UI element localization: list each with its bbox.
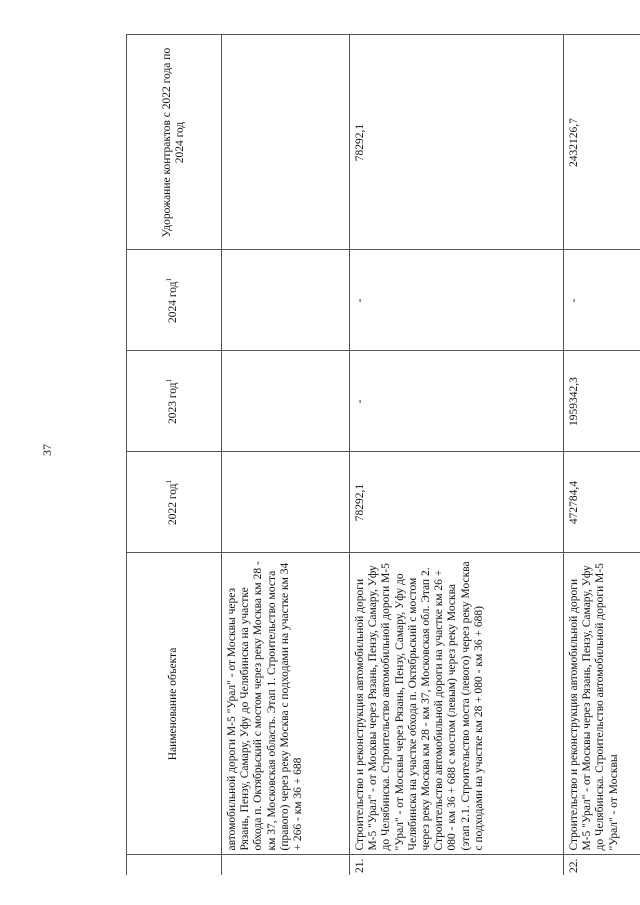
value-2024: -: [564, 250, 640, 351]
row-number: 22.: [564, 855, 640, 875]
row-number: [222, 855, 350, 875]
header-increase: Удорожание контрактов с 2022 года по 2024 год: [127, 35, 222, 250]
value-2022: 472784,4: [564, 452, 640, 553]
value-2023: -: [350, 351, 564, 452]
header-num-cell: [127, 855, 222, 875]
value-2022: [222, 452, 350, 553]
object-name: Строительство и реконструкция автомобильной дороги М-5 "Урал" - от Москвы через Рязань, Пензу, Самару, Уфу до Челябинска. Строительство автомобильной дороги М-5 "Урал" - от Москвы: [564, 553, 640, 855]
objects-table: [126, 35, 640, 876]
value-2024: -: [350, 250, 564, 351]
value-2024: [222, 250, 350, 351]
value-increase: [222, 35, 350, 250]
table-row: [564, 35, 640, 875]
table-row: [222, 35, 350, 875]
header-2024: 2024 год$^1$: [127, 250, 222, 351]
object-name: автомобильной дороги М-5 "Урал" - от Москвы через Рязань, Пензу, Самару, Уфу до Челябинска на участке обхода п. Октябрьский с мостом через реку Москва км 28 - км 37, Московская область. Этап 1. Строительство моста (правого) через реку Москва с подходами на участке км 34 + 266 - км 36 + 688: [222, 553, 350, 855]
header-name: Наименование объекта: [127, 553, 222, 855]
value-increase: 78292,1: [350, 35, 564, 250]
page-number: 37: [40, 444, 54, 456]
header-2022: 2022 год$^1$: [127, 452, 222, 553]
value-increase: 2432126,7: [564, 35, 640, 250]
header-2023: 2023 год$^1$: [127, 351, 222, 452]
header-row: [127, 35, 222, 875]
value-2023: [222, 351, 350, 452]
value-2022: 78292,1: [350, 452, 564, 553]
row-number: 21.: [350, 855, 564, 875]
object-name: Строительство и реконструкция автомобильной дороги М-5 "Урал" - от Москвы через Рязань, Пензу, Самару, Уфу до Челябинска. Строительство автомобильной дороги М-5 "Урал" - от Москвы через Рязань, Пензу, Самару, Уфу до Челябинска на участке обхода п. Октябрьский с мостом через реку Москва км 28 - км 37, Московская обл. Этап 2. Строительство автомобильной дороги на участке км 26 + 080 - км 36 + 688 с мостом (левым) через реку Москва (этап 2.1. Строительство моста (левого) через реку Москва с подходами на участке км 28 + 080 - км 36 + 688): [350, 553, 564, 855]
table-row: [350, 35, 564, 875]
value-2023: 1959342,3: [564, 351, 640, 452]
